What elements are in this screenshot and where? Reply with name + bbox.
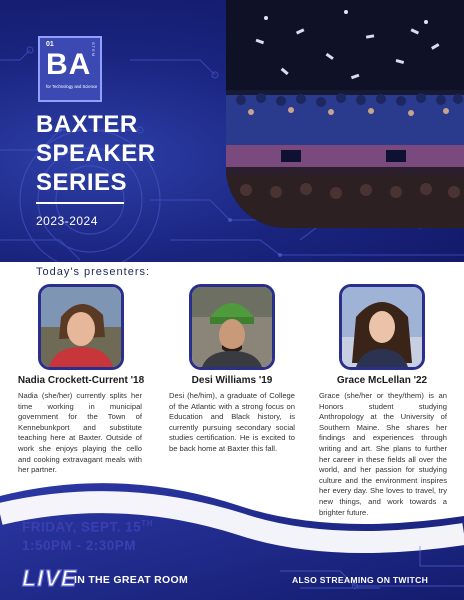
event-title [36, 110, 156, 197]
presenter-bio-nadia: Nadia (she/her) currently splits her time working in municipal government for the Town of Kennebunkport and substitute teaching here at Baxter. Outside of work she enjoys playing the cello and cooking extravagant meals with her partner. [18, 391, 142, 475]
presenter-name-grace: Grace McLellan '22 [336, 375, 428, 386]
event-years: 2023-2024 [36, 214, 98, 228]
event-date-suffix: TH [141, 519, 153, 528]
graduation-scene-image [226, 0, 464, 228]
school-logo [38, 36, 102, 102]
title-line-1: BAXTER [36, 111, 138, 138]
presenters-heading: Today's presenters: [36, 266, 151, 278]
logo-number: 01 [46, 41, 54, 48]
title-line-2: SPEAKER [36, 140, 156, 167]
presenter-photo-desi [189, 284, 275, 370]
graduation-photo [226, 0, 464, 228]
event-time: 1:50PM - 2:30PM [22, 538, 137, 553]
logo-subtitle: for Technology and Science [46, 84, 98, 89]
presenter-name-desi: Desi Williams '19 [191, 375, 273, 386]
presenter-bio-desi: Desi (he/him), a graduate of College of the Atlantic with a strong focus on Education and Black history, is currently pursuing secondary social studies certification. He is excited to be back home at Baxter this fall. [169, 391, 295, 453]
title-divider [36, 202, 124, 204]
presenter-photo-nadia [38, 284, 124, 370]
portrait-image [41, 287, 121, 367]
event-location: IN THE GREAT ROOM [74, 574, 188, 586]
presenter-bio-grace: Grace (she/her or they/them) is an Honors student studying Anthropology at the University of Southern Maine. She shares her findings and experiences through writing and art. She plans to further her career in these fields all over the world, and her passion for studying culture and the environment inspires her every day. She loves to travel, try new things, and work towards a brighter future. [319, 391, 447, 517]
portrait-image [342, 287, 422, 367]
header-banner [0, 0, 464, 262]
portrait-image [192, 287, 272, 367]
presenter-photo-grace [339, 284, 425, 370]
logo-abbreviation: BA [46, 48, 92, 81]
live-label: LIVE [22, 565, 78, 591]
event-date [22, 519, 153, 535]
event-date-text: FRIDAY, SEPT. 15 [22, 519, 142, 535]
title-line-3: SERIES [36, 169, 128, 196]
presenter-name-nadia: Nadia Crockett-Current '18 [17, 375, 145, 386]
logo-tag: STEM [91, 42, 96, 58]
streaming-note: ALSO STREAMING ON TWITCH [292, 575, 429, 585]
